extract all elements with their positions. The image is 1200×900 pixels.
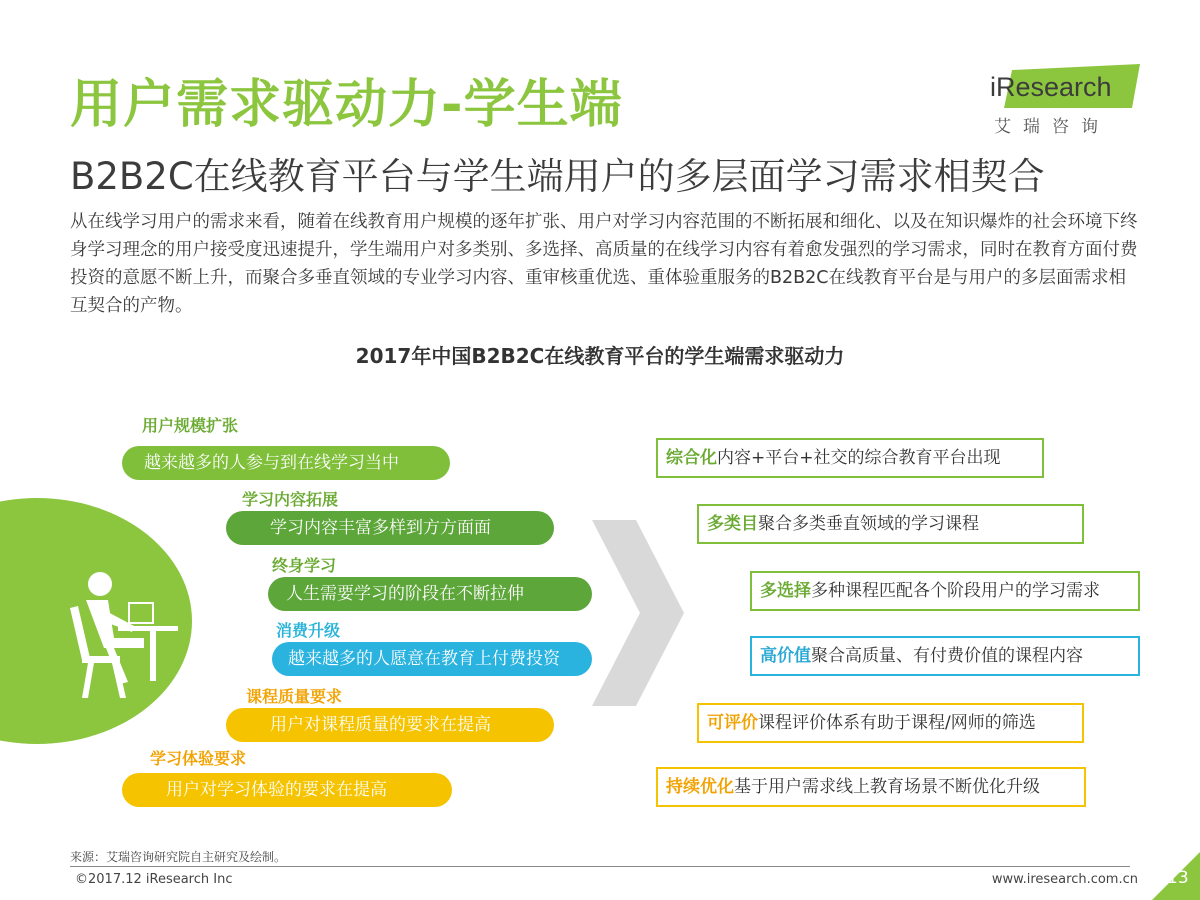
source-note: 来源：艾瑞咨询研究院自主研究及绘制。 [70, 850, 287, 864]
driver-pill-learning-experience: 用户对学习体验的要求在提高 [122, 773, 452, 807]
outcome-key: 持续优化 [666, 777, 734, 797]
outcome-text: 内容+平台+社交的综合教育平台出现 [717, 448, 1001, 468]
chevron-right-icon [592, 520, 684, 706]
intro-paragraph: 从在线学习用户的需求来看，随着在线教育用户规模的逐年扩张、用户对学习内容范围的不断拓展和细化、以及在知识爆炸的社会环境下终身学习理念的用户接受度迅速提升，学生端用户对多类别、多选择、高质量的在线学习内容有着愈发强烈的学习需求，同时在教育方面付费投资的意愿不断上升，而聚合多垂直领域的专业学习内容、重审核重优选、重体验重服务的B2B2C在线教育平台是与用户的多层面需求相互契合的产物。 [70, 212, 1138, 316]
outcome-box-continuous-optimization [656, 767, 1086, 807]
driver-label-lifelong-learning: 终身学习 [272, 556, 337, 575]
outcome-box-high-value [750, 636, 1140, 676]
page-subtitle: B2B2C在线教育平台与学生端用户的多层面学习需求相契合 [70, 155, 1045, 198]
driver-label-consumption-upgrade: 消费升级 [276, 621, 341, 640]
driver-pill-user-scale: 越来越多的人参与到在线学习当中 [122, 446, 450, 480]
outcome-key: 可评价 [707, 713, 758, 733]
footer-divider [70, 866, 1130, 867]
driver-pill-consumption-upgrade: 越来越多的人愿意在教育上付费投资 [272, 642, 592, 676]
driver-label-learning-experience: 学习体验要求 [150, 749, 247, 768]
logo-subtext: 艾瑞咨询 [994, 117, 1110, 137]
outcome-text: 聚合高质量、有付费价值的课程内容 [811, 646, 1083, 666]
outcome-text: 基于用户需求线上教育场景不断优化升级 [734, 777, 1040, 797]
iresearch-logo [990, 62, 1140, 137]
outcome-key: 综合化 [666, 448, 717, 468]
outcome-box-multi-category [697, 504, 1084, 544]
student-person-icon [0, 498, 192, 744]
outcome-box-evaluable [697, 703, 1084, 743]
page-title: 用户需求驱动力-学生端 [70, 75, 623, 135]
page-number: 13 [1167, 868, 1189, 888]
driver-label-user-scale: 用户规模扩张 [142, 416, 239, 435]
outcome-text: 多种课程匹配各个阶段用户的学习需求 [811, 581, 1100, 601]
driver-label-course-quality: 课程质量要求 [246, 687, 343, 706]
driver-pill-lifelong-learning: 人生需要学习的阶段在不断拉伸 [268, 577, 592, 611]
driver-pill-course-quality: 用户对课程质量的要求在提高 [226, 708, 554, 742]
driver-label-content-expansion: 学习内容拓展 [242, 490, 339, 509]
diagram-title: 2017年中国B2B2C在线教育平台的学生端需求驱动力 [355, 344, 845, 368]
copyright-text: ©2017.12 iResearch Inc [75, 872, 233, 887]
driver-pill-content-expansion: 学习内容丰富多样到方方面面 [226, 511, 554, 545]
website-link[interactable]: www.iresearch.com.cn [991, 872, 1138, 887]
logo-text: iResearch [990, 72, 1112, 102]
outcome-key: 多选择 [760, 581, 811, 601]
outcome-key: 多类目 [707, 514, 758, 534]
outcome-text: 聚合多类垂直领域的学习课程 [758, 514, 979, 534]
outcome-box-comprehensive [656, 438, 1044, 478]
outcome-text: 课程评价体系有助于课程/网师的筛选 [758, 713, 1036, 733]
outcome-key: 高价值 [760, 646, 811, 666]
outcome-box-multi-choice [750, 571, 1140, 611]
